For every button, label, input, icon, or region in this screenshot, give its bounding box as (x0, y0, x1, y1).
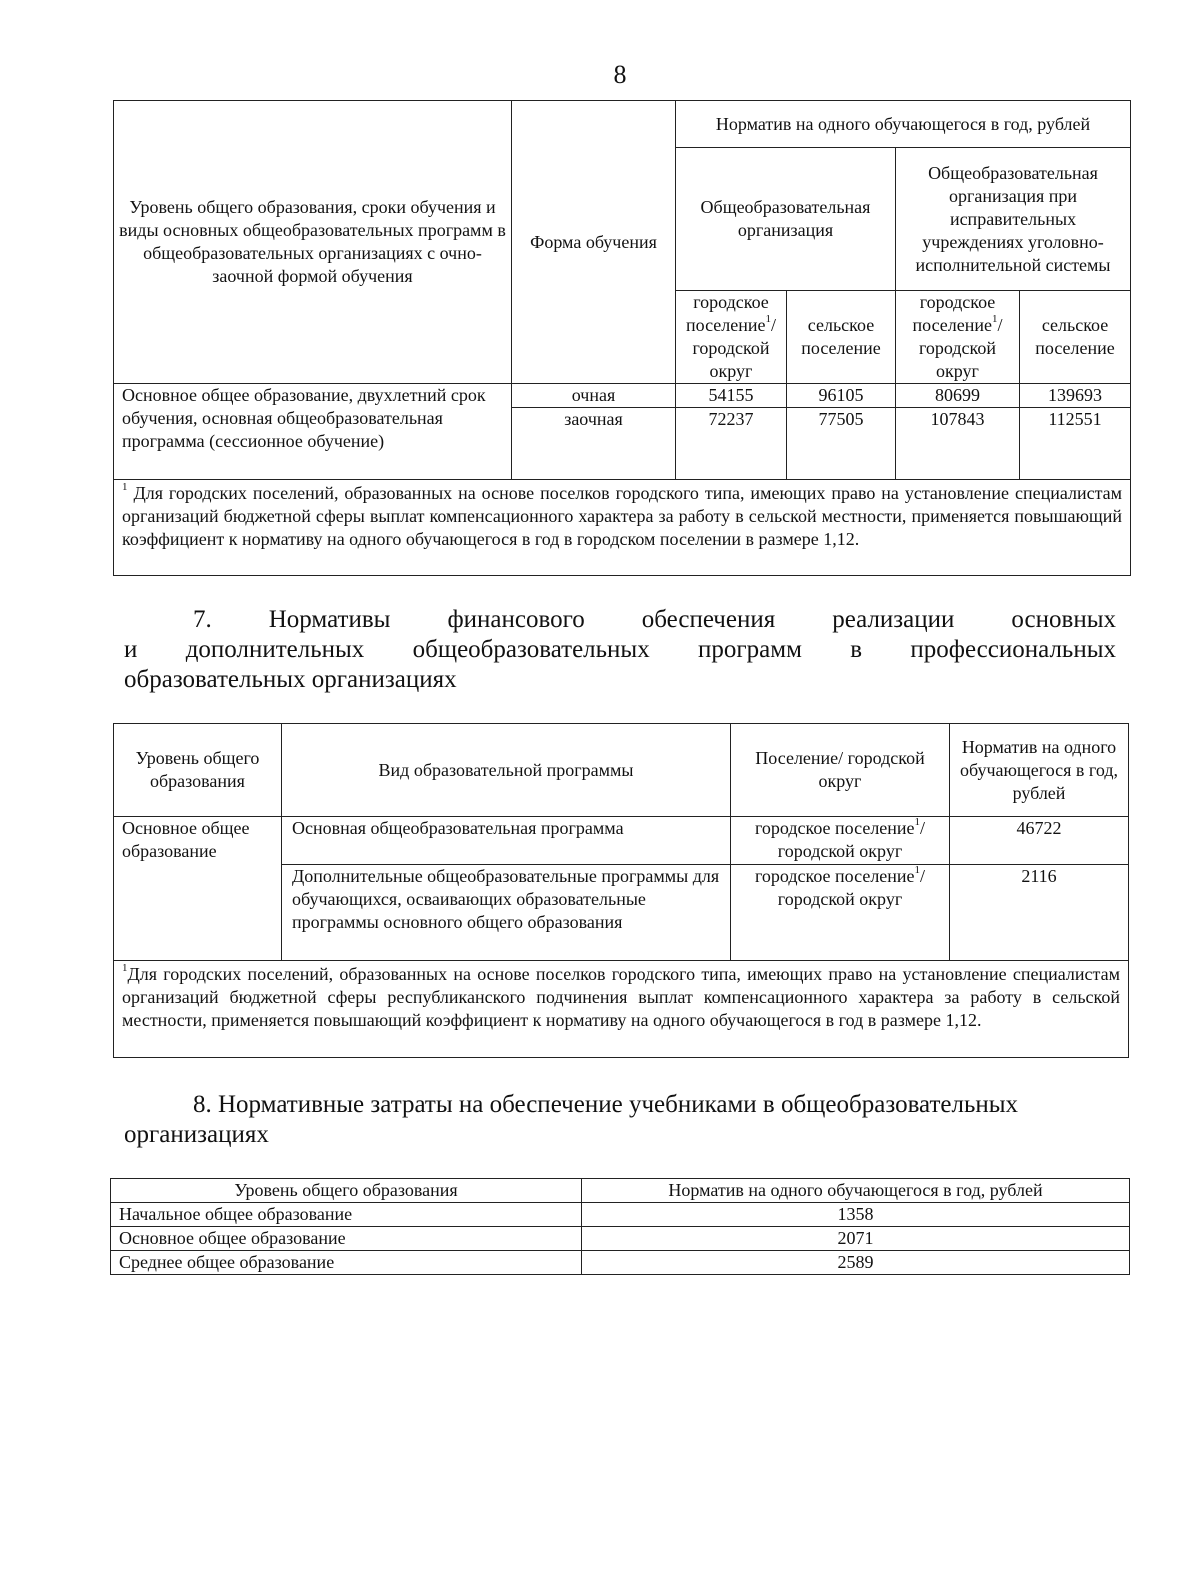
value-cell: 2071 (582, 1227, 1130, 1251)
form-cell: очная (512, 384, 676, 408)
header-rural-1: сельское поселение (787, 291, 896, 384)
program-cell: Основная общеобразовательная программа (282, 817, 731, 865)
value-cell: 80699 (896, 384, 1020, 408)
header-form: Форма обучения (512, 101, 676, 384)
header-level: Уровень общего образования, сроки обучения и виды основных общеобразовательных программ в общеобразовательных организациях с очно-заочной формой обучения (114, 101, 512, 384)
level-cell: Основное общее образование (114, 817, 282, 961)
value-cell: 46722 (950, 817, 1129, 865)
header-normative: Норматив на одного обучающегося в год, рублей (950, 724, 1129, 817)
header-level: Уровень общего образования (114, 724, 282, 817)
level-cell: Начальное общее образование (111, 1203, 582, 1227)
value-cell: 77505 (787, 408, 896, 480)
section-7-heading: 7. Нормативы финансового обеспечения реализации основных и дополнительных общеобразовательных программ в профессиональных образовательных организациях (124, 606, 1116, 693)
settlement-cell: городское поселение$^1$/ городской округ (731, 865, 950, 961)
header-general-org: Общеобразовательная организация (676, 148, 896, 291)
header-urban-2: городское поселение$^1$/ городской округ (896, 291, 1020, 384)
header-corrective-org: Общеобразовательная организация при исправительных учреждениях уголовно-исполнительной системы (896, 148, 1131, 291)
header-normative: Норматив на одного обучающегося в год, рублей (676, 101, 1131, 148)
table-correspondence-education (113, 100, 1131, 576)
value-cell: 112551 (1020, 408, 1131, 480)
header-settlement: Поселение/ городской округ (731, 724, 950, 817)
value-cell: 139693 (1020, 384, 1131, 408)
value-cell: 1358 (582, 1203, 1130, 1227)
table-professional-orgs (113, 723, 1129, 1058)
value-cell: 2589 (582, 1251, 1130, 1275)
header-urban-1: городское поселение$^1$/ городской округ (676, 291, 787, 384)
section-8-heading: 8. Нормативные затраты на обеспечение учебниками в общеобразовательных организациях (124, 1091, 1019, 1148)
value-cell: 72237 (676, 408, 787, 480)
header-rural-2: сельское поселение (1020, 291, 1131, 384)
footnote: $^1$ Для городских поселений, образованных на основе поселков городского типа, имеющих право на установление специалистам организаций бюджетной сферы выплат компенсационного характера за работу в сельской местности, применяется повышающий коэффициент к нормативу на одного обучающегося в год в городском поселении в размере 1,12. (114, 480, 1131, 576)
value-cell: 107843 (896, 408, 1020, 480)
page-number: 8 (613, 60, 627, 89)
header-program: Вид образовательной программы (282, 724, 731, 817)
value-cell: 96105 (787, 384, 896, 408)
footnote: $^1$Для городских поселений, образованных на основе поселков городского типа, имеющих право на установление специалистам организаций бюджетной сферы республиканского подчинения выплат компенсационного характера за работу в сельской местности, применяется повышающий коэффициент к нормативу на одного обучающегося в год в размере 1,12. (114, 961, 1129, 1058)
program-cell: Дополнительные общеобразовательные программы для обучающихся, осваивающих образовательные программы основного общего образования (282, 865, 731, 961)
level-cell: Основное общее образование (111, 1227, 582, 1251)
value-cell: 2116 (950, 865, 1129, 961)
value-cell: 54155 (676, 384, 787, 408)
header-level: Уровень общего образования (111, 1179, 582, 1203)
table-textbooks (110, 1178, 1130, 1275)
level-cell: Среднее общее образование (111, 1251, 582, 1275)
settlement-cell: городское поселение$^1$/ городской округ (731, 817, 950, 865)
form-cell: заочная (512, 408, 676, 480)
row-label: Основное общее образование, двухлетний срок обучения, основная общеобразовательная программа (сессионное обучение) (114, 384, 512, 480)
header-normative: Норматив на одного обучающегося в год, рублей (582, 1179, 1130, 1203)
